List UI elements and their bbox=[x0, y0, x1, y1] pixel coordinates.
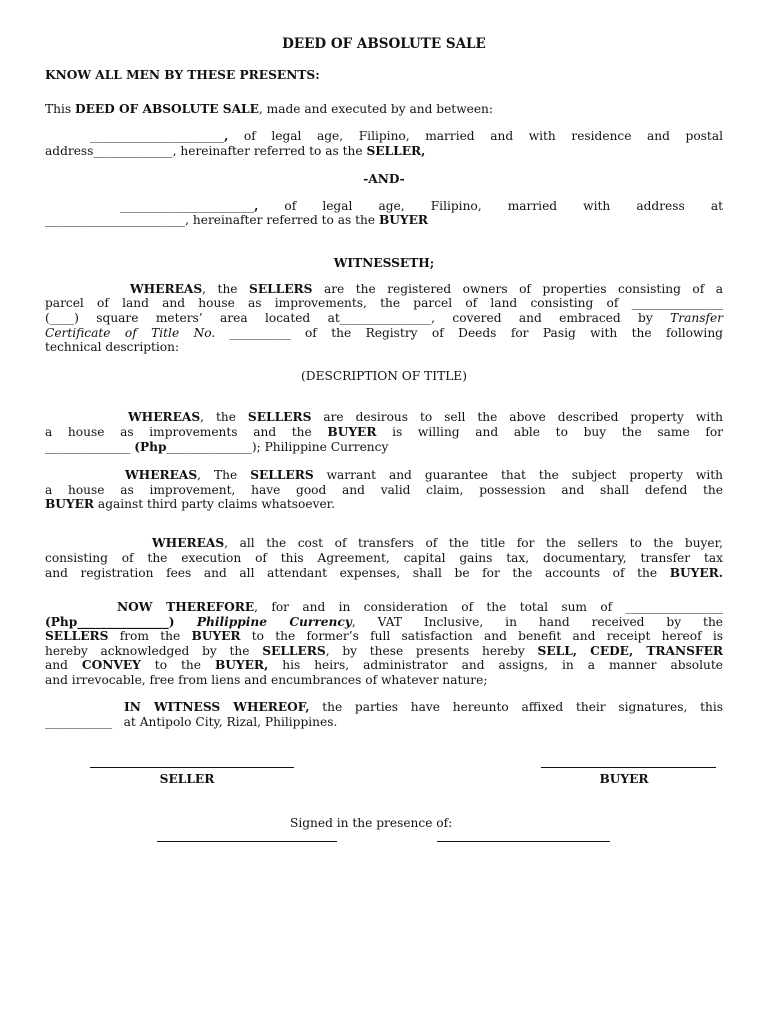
whereas-4-line-2: consisting of the execution of this Agreement, capital gains tax, documentary, transfer tax bbox=[45, 551, 723, 565]
seller-paragraph-line-2: address_____________, hereinafter referred to as the SELLER, bbox=[45, 144, 426, 158]
opening-heading: KNOW ALL MEN BY THESE PRESENTS: bbox=[45, 68, 320, 82]
witnesseth-heading: WITNESSETH; bbox=[333, 256, 435, 270]
whereas-4-line-1: WHEREAS, all the cost of transfers of the title for the sellers to the buyer, bbox=[152, 536, 723, 550]
whereas-2-line-2: a house as improvements and the BUYER is willing and able to buy the same for bbox=[45, 425, 724, 439]
seller-paragraph-line-1: ______________________, of legal age, Filipino, married and with residence and postal bbox=[90, 129, 723, 143]
now-therefore-line-2: (Php_______________) Philippine Currency, VAT Inclusive, in hand received by the bbox=[45, 615, 724, 629]
now-therefore-line-4: hereby acknowledged by the SELLERS, by these presents hereby SELL, CEDE, TRANSFER bbox=[45, 644, 723, 658]
whereas-3-line-2: a house as improvement, have good and valid claim, possession and shall defend the bbox=[45, 483, 723, 497]
buyer-paragraph-line-2: _______________________, hereinafter referred to as the BUYER bbox=[45, 213, 429, 227]
whereas-2-line-1: WHEREAS, the SELLERS are desirous to sell the above described property with bbox=[128, 410, 723, 424]
witness-1-signature-line bbox=[157, 841, 337, 842]
intro-line: This DEED OF ABSOLUTE SALE, made and executed by and between: bbox=[45, 102, 494, 116]
now-therefore-line-3: SELLERS from the BUYER to the former’s full satisfaction and benefit and receipt hereof is bbox=[45, 629, 723, 643]
buyer-paragraph-line-1: ______________________, of legal age, Filipino, married with address at bbox=[120, 199, 723, 213]
signed-presence-label: Signed in the presence of: bbox=[290, 816, 453, 830]
buyer-signature-line bbox=[541, 767, 716, 768]
witness-line-1: IN WITNESS WHEREOF, the parties have hereunto affixed their signatures, this bbox=[124, 700, 723, 714]
witness-2-signature-line bbox=[437, 841, 610, 842]
whereas-1-line-4: Certificate of Title No. __________ of the Registry of Deeds for Pasig with the following bbox=[45, 326, 723, 340]
now-therefore-line-6: and irrevocable, free from liens and encumbrances of whatever nature; bbox=[45, 673, 488, 687]
whereas-1-line-2: parcel of land and house as improvements, the parcel of land consisting of _______________ bbox=[45, 296, 723, 310]
whereas-4-line-3: and registration fees and all attendant expenses, shall be for the accounts of the BUYER. bbox=[45, 566, 723, 580]
whereas-3-line-3: BUYER against third party claims whatsoever. bbox=[45, 497, 336, 511]
buyer-label: BUYER bbox=[599, 772, 649, 786]
witness-line-2: ___________ at Antipolo City, Rizal, Philippines. bbox=[45, 715, 338, 729]
and-separator: -AND- bbox=[363, 172, 405, 186]
document-title: DEED OF ABSOLUTE SALE bbox=[282, 36, 486, 52]
whereas-3-line-1: WHEREAS, The SELLERS warrant and guarantee that the subject property with bbox=[125, 468, 723, 482]
seller-signature-line bbox=[90, 767, 294, 768]
now-therefore-line-1: NOW THEREFORE, for and in consideration of the total sum of ________________ bbox=[117, 600, 723, 614]
whereas-2-line-3: ______________ (Php______________); Philippine Currency bbox=[45, 440, 389, 454]
description-of-title: (DESCRIPTION OF TITLE) bbox=[301, 369, 467, 383]
seller-label: SELLER bbox=[159, 772, 215, 786]
whereas-1-line-3: (____) square meters’ area located at_______________, covered and embraced by Transfer bbox=[45, 311, 723, 325]
whereas-1-line-1: WHEREAS, the SELLERS are the registered owners of properties consisting of a bbox=[130, 282, 723, 296]
whereas-1-line-5: technical description: bbox=[45, 340, 180, 354]
now-therefore-line-5: and CONVEY to the BUYER, his heirs, administrator and assigns, in a manner absolute bbox=[45, 658, 723, 672]
